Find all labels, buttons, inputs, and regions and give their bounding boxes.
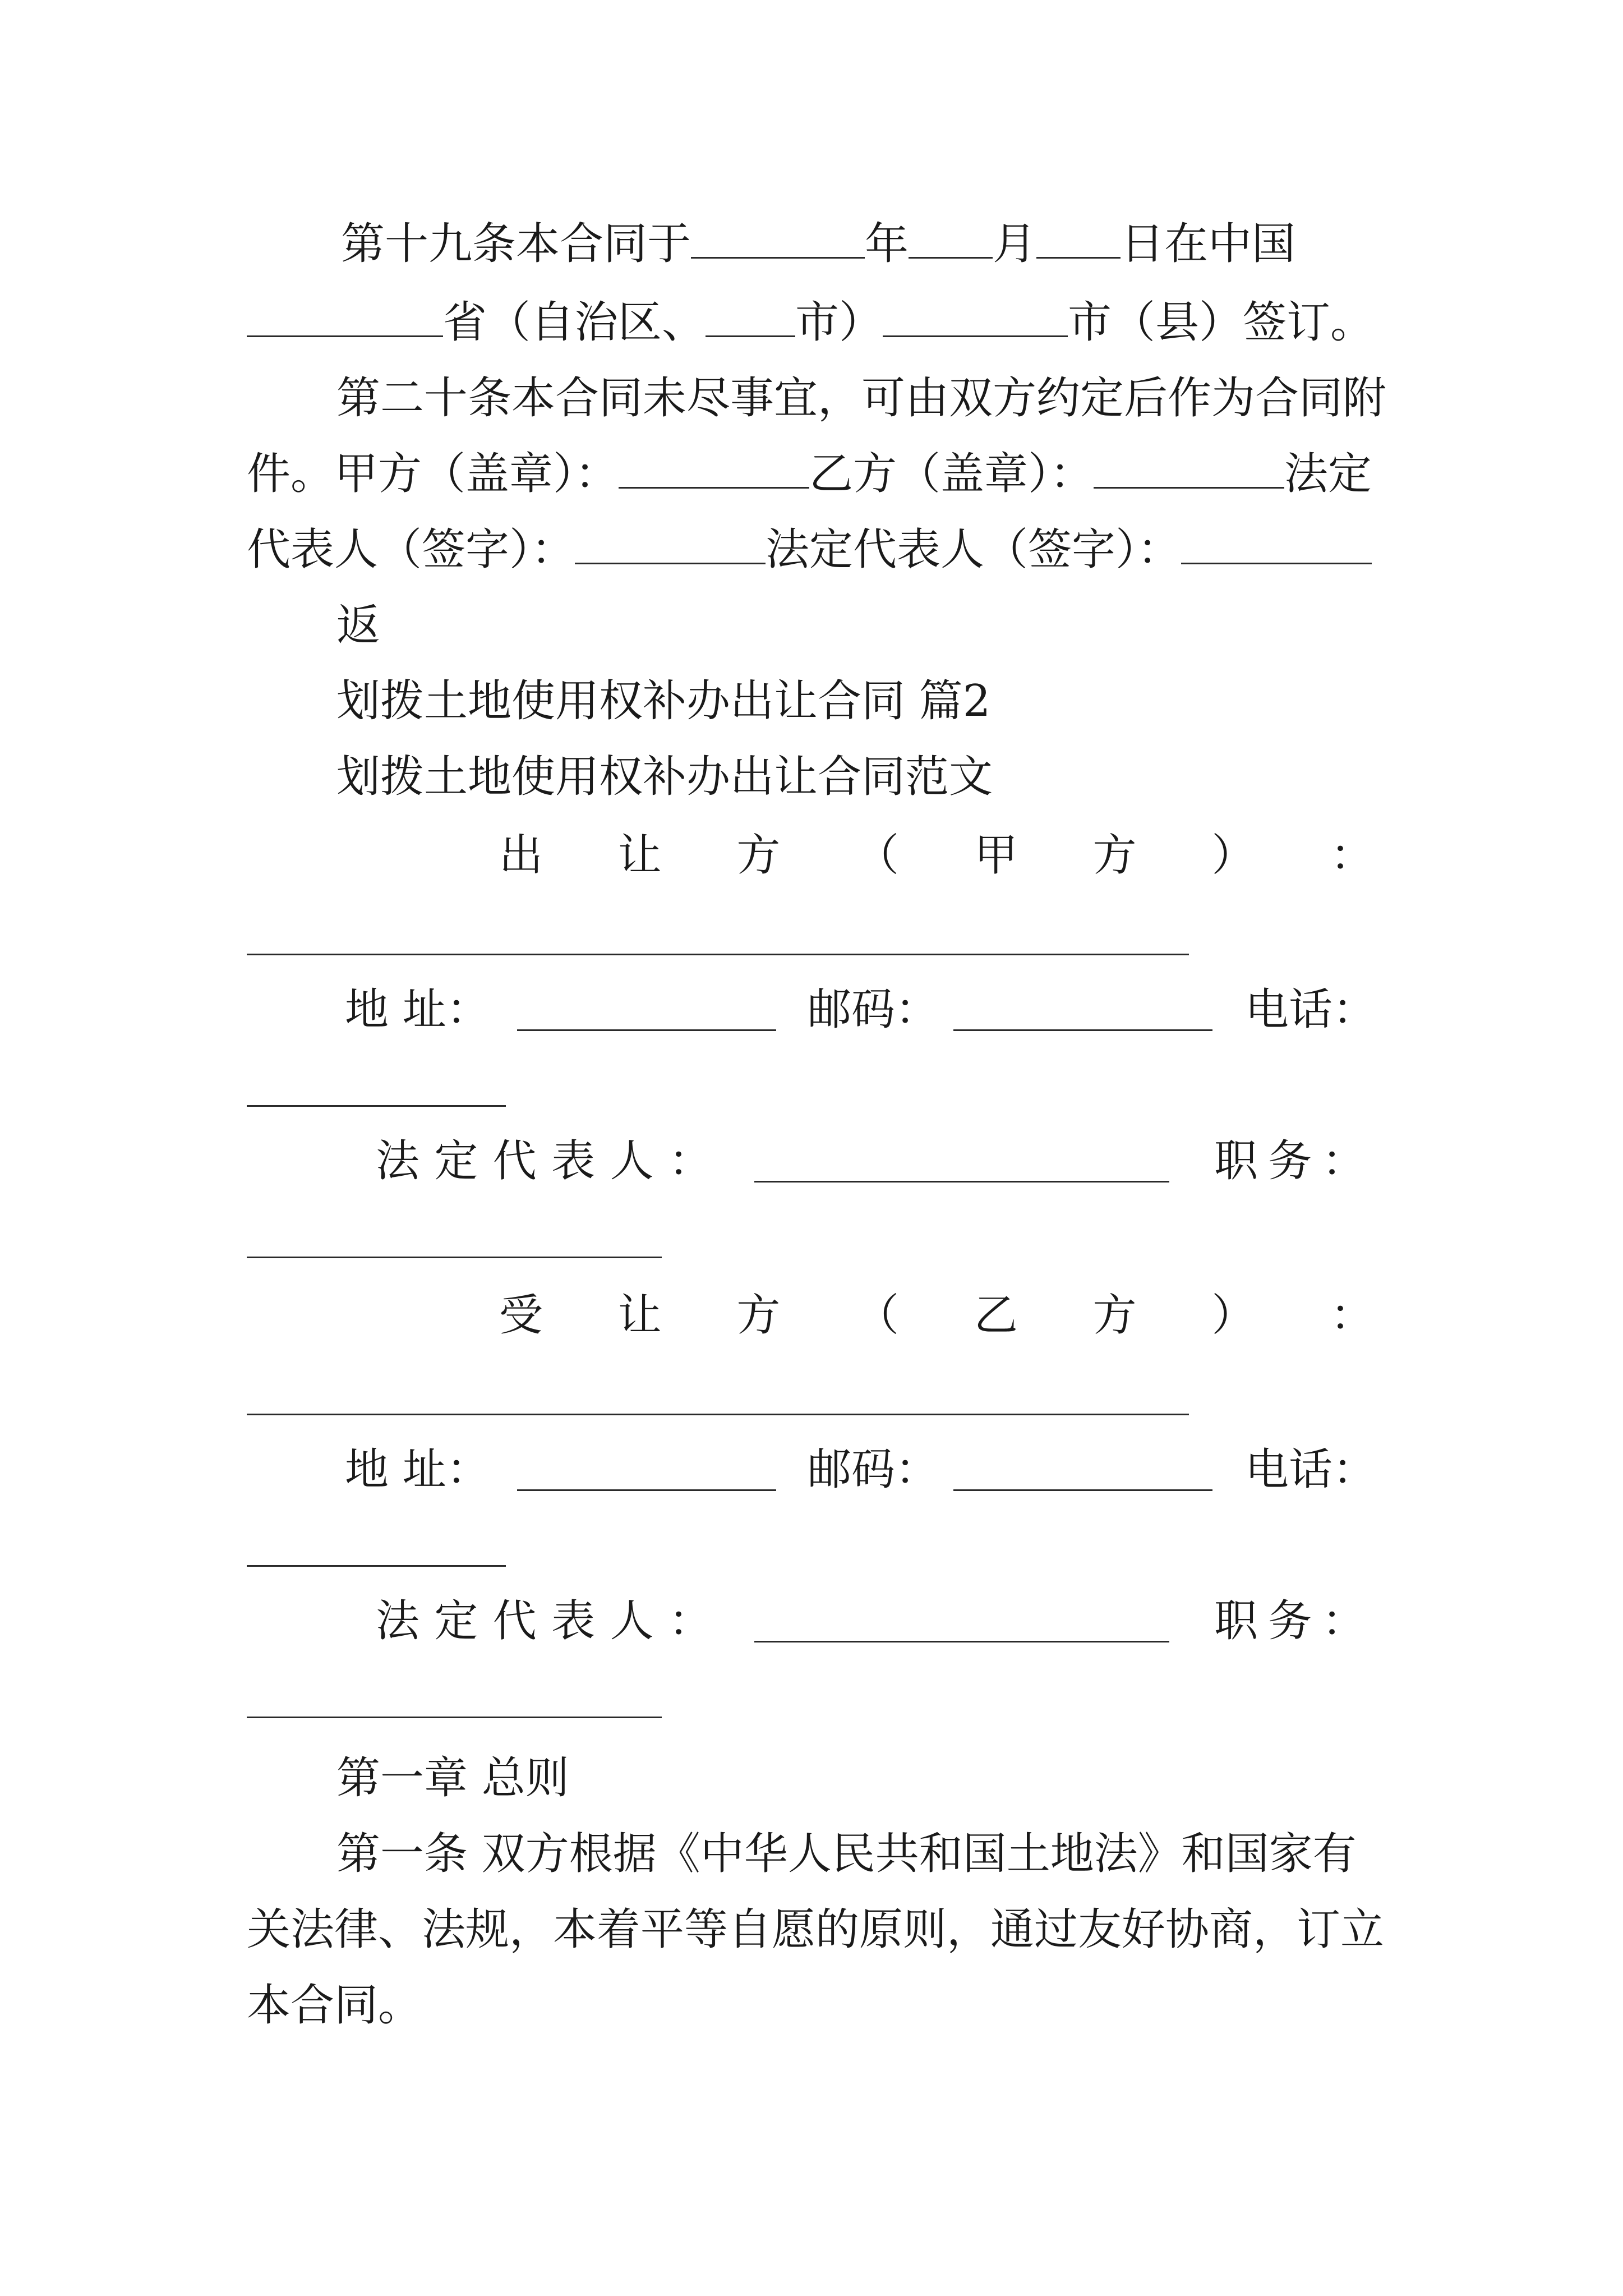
party-a-sign-label: 代表人（签字）： <box>247 524 575 575</box>
article19-line2 <box>247 292 1374 353</box>
year-label: 年 <box>865 219 909 269</box>
section-heading: 划拨土地使用权补办出让合同 篇2 <box>336 676 991 726</box>
party-a-seal-label: 件。甲方（盖章）： <box>247 449 619 499</box>
month-blank <box>909 218 993 259</box>
month-label: 月 <box>993 219 1037 269</box>
party-b-rep-label: 法 定 代 表 人 ： <box>376 1596 712 1646</box>
party-b-heading: 受 让 方 （ 乙 方 ） ： <box>499 1290 1374 1341</box>
article19-text: 第十九条本合同于 <box>341 219 691 269</box>
party-a-address-blank <box>517 1029 776 1031</box>
party-b-seal-label: 乙方（盖章）： <box>809 449 1094 499</box>
party-a-phone-blank <box>247 1105 506 1107</box>
party-a-title-blank <box>247 1257 662 1258</box>
party-a-postcode-blank <box>953 1029 1212 1031</box>
party-a-rep-blank <box>754 1181 1169 1182</box>
article1-line3: 本合同。 <box>247 1980 422 2031</box>
province-blank <box>247 296 443 337</box>
party-b-name-blank <box>247 1414 1189 1415</box>
party-b-phone-blank <box>247 1565 506 1567</box>
chapter-heading: 第一章 总则 <box>336 1753 569 1803</box>
party-a-rep-label: 法 定 代 表 人 ： <box>376 1136 712 1186</box>
back-link[interactable]: 返 <box>336 600 381 651</box>
year-blank <box>691 218 865 259</box>
party-b-address-blank <box>517 1489 776 1491</box>
party-a-seal-blank <box>619 448 809 489</box>
article1-line1: 第一条 双方根据《中华人民共和国土地法》和国家有 <box>336 1829 1357 1879</box>
party-a-name-blank <box>247 954 1189 955</box>
party-b-title-label: 职 务 ： <box>1214 1596 1366 1646</box>
party-b-rep-blank <box>754 1641 1169 1642</box>
province-label: 省（自治区、 <box>443 297 706 348</box>
party-a-title-label: 职 务 ： <box>1214 1136 1366 1186</box>
article20-line3 <box>247 519 1372 581</box>
city1-label: 市） <box>795 297 883 348</box>
party-a-phone-label: 电话： <box>1245 984 1377 1035</box>
day-blank <box>1036 218 1121 259</box>
party-a-heading: 出 让 方 （ 甲 方 ） ： <box>499 830 1374 881</box>
party-b-phone-label: 电话： <box>1245 1444 1377 1495</box>
city2-label: 市（县）签订。 <box>1068 297 1375 348</box>
section-subheading: 划拨土地使用权补办出让合同范文 <box>336 752 993 802</box>
party-b-address-label: 地 址： <box>345 1444 490 1495</box>
city1-blank <box>706 296 795 337</box>
party-a-sign-blank <box>575 523 766 564</box>
party-b-postcode-label: 邮码： <box>808 1444 939 1495</box>
day-label: 日在中国 <box>1121 219 1296 269</box>
article1-line2: 关法律、法规，本着平等自愿的原则，通过友好协商，订立 <box>247 1904 1385 1955</box>
party-b-title-blank <box>247 1717 662 1718</box>
party-a-postcode-label: 邮码： <box>808 984 939 1035</box>
legal-label-start: 法定 <box>1284 449 1372 499</box>
party-b-sign-blank <box>1181 523 1372 564</box>
party-b-seal-blank <box>1094 448 1284 489</box>
article19-line1 <box>341 213 1295 275</box>
party-a-address-label: 地 址： <box>345 984 490 1035</box>
party-b-sign-label: 法定代表人（签字）： <box>766 524 1182 575</box>
article20-line2 <box>247 443 1372 505</box>
article20-line1: 第二十条本合同未尽事宜，可由双方约定后作为合同附 <box>336 373 1387 424</box>
city2-blank <box>883 296 1068 337</box>
party-b-postcode-blank <box>953 1489 1212 1491</box>
